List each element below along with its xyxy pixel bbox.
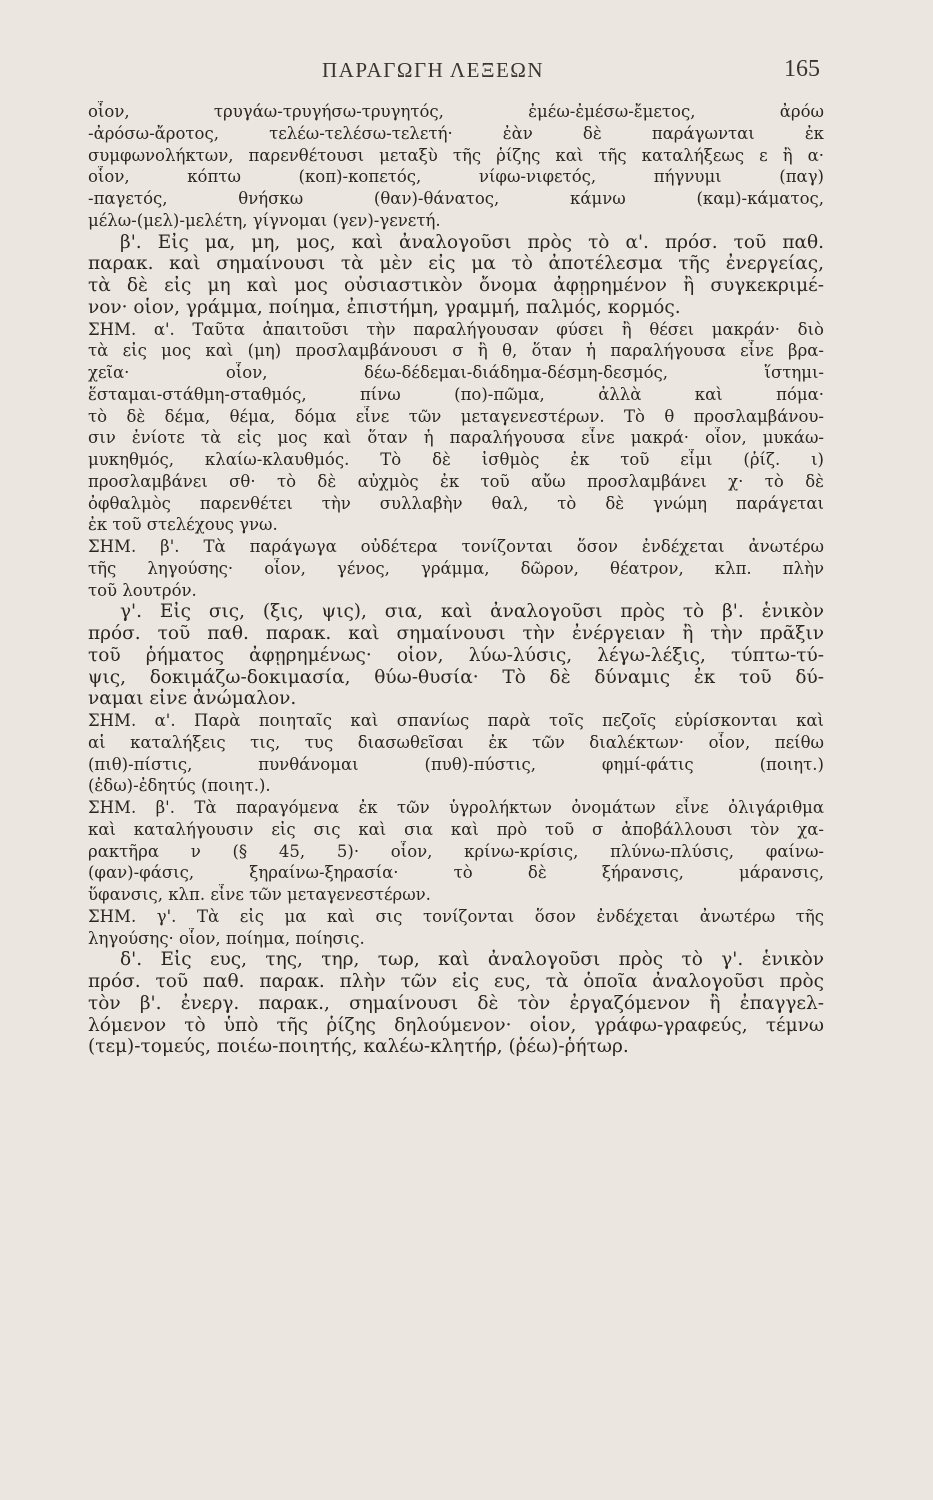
text-line: -ἀρόσω-ἄροτος, τελέω-τελέσω-τελετή· ἐὰν δὲ παράγωνται ἐκ	[88, 123, 824, 143]
page-header	[0, 58, 933, 98]
note-line: ΣΗΜ. β'. Τὰ παραγόμενα ἐκ τῶν ὑγρολήκτων ὀνομάτων εἶνε ὀλιγάριθμα	[88, 798, 824, 817]
text-line: ναμαι εἶνε ἀνώμαλον.	[88, 688, 297, 710]
note-line: (πιθ)-πίστις, πυνθάνομαι (πυθ)-πύστις, φημί-φάτις (ποιητ.)	[88, 754, 824, 774]
note-line: ΣΗΜ. α'. Ταῦτα ἀπαιτοῦσι τὴν παραλήγουσαν φύσει ἢ θέσει μακράν· διὸ	[88, 319, 824, 339]
note-line: ληγούσης· οἷον, ποίημα, ποίησις.	[88, 928, 365, 948]
text-line: οἶον, τρυγάω-τρυγήσω-τρυγητός, ἐμέω-ἐμέσω-ἔμετος, ἀρόω	[88, 102, 824, 121]
text-line: ψις, δοκιμάζω-δοκιμασία, θύω-θυσία· Τὸ δὲ δύναμις ἐκ τοῦ δύ-	[88, 666, 824, 688]
section-heading-gamma: γ'. Εἰς σις, (ξις, ψις), σια, καὶ ἀναλογοῦσι πρὸς τὸ β'. ἑνικὸν	[120, 601, 824, 623]
section-heading-beta: β'. Εἰς μα, μη, μος, καὶ ἀναλογοῦσι πρὸς τὸ α'. πρόσ. τοῦ παθ.	[120, 231, 824, 253]
note-line: μυκηθμός, κλαίω-κλαυθμός. Τὸ δὲ ἰσθμὸς ἐκ τοῦ εἶμι (ῥίζ. ι)	[88, 450, 824, 469]
note-line: ἐκ τοῦ στελέχους γνω.	[88, 515, 278, 535]
note-line: χεῖα· οἷον, δέω-δέδεμαι-διάδημα-δέσμη-δεσμός, ἵστημι-	[88, 363, 824, 382]
note-line: ΣΗΜ. α'. Παρὰ ποιηταῖς καὶ σπανίως παρὰ τοῖς πεζοῖς εὑρίσκονται καὶ	[88, 711, 824, 730]
text-line: τοῦ ῥήματος ἀφῃρημένως· οἷον, λύω-λύσις, λέγω-λέξις, τύπτω-τύ-	[88, 644, 824, 666]
note-line: (φαν)-φάσις, ξηραίνω-ξηρασία· τὸ δὲ ξήρανσις, μάρανσις,	[88, 863, 824, 883]
note-line: ΣΗΜ. γ'. Τὰ εἰς μα καὶ σις τονίζονται ὅσον ἐνδέχεται ἀνωτέρω τῆς	[88, 906, 824, 926]
note-line: ρακτῆρα ν (§ 45, 5)· οἷον, κρίνω-κρίσις, πλύνω-πλύσις, φαίνω-	[88, 841, 824, 861]
text-line: μέλω-(μελ)-μελέτη, γίγνομαι (γεν)-γενετή.	[88, 210, 441, 230]
note-line: ὀφθαλμὸς παρενθέτει τὴν συλλαβὴν θαλ, τὸ δὲ γνώμη παράγεται	[88, 493, 824, 513]
note-line: τὰ εἰς μος καὶ (μη) προσλαμβάνουσι σ ἢ θ, ὅταν ἡ παραλήγουσα εἶνε βρα-	[88, 341, 824, 361]
page-number: 165	[784, 56, 820, 82]
note-line: τῆς ληγούσης· οἷον, γένος, γράμμα, δῶρον, θέατρον, κλπ. πλὴν	[88, 558, 824, 578]
text-line: τὸν β'. ἐνεργ. παρακ., σημαίνουσι δὲ τὸν ἐργαζόμενον ἢ ἐπαγγελ-	[88, 992, 824, 1014]
text-line: -παγετός, θνήσκω (θαν)-θάνατος, κάμνω (καμ)-κάματος,	[88, 189, 824, 208]
note-line: ὕφανσις, κλπ. εἶνε τῶν μεταγενεστέρων.	[88, 885, 431, 904]
note-line: ἕσταμαι-στάθμη-σταθμός, πίνω (πο)-πῶμα, ἀλλὰ καὶ πόμα·	[88, 384, 824, 404]
text-line: οἷον, κόπτω (κοπ)-κοπετός, νίφω-νιφετός, πήγνυμι (παγ)	[88, 167, 824, 187]
text-line: (τεμ)-τομεύς, ποιέω-ποιητής, καλέω-κλητήρ, (ῥέω)-ῥήτωρ.	[88, 1036, 629, 1058]
note-line: προσλαμβάνει σθ· τὸ δὲ αὐχμὸς ἐκ τοῦ αὔω προσλαμβάνει χ· τὸ δὲ	[88, 471, 824, 491]
note-line: καὶ καταλήγουσιν εἰς σις καὶ σια καὶ πρὸ τοῦ σ ἀποβάλλουσι τὸν χα-	[88, 819, 824, 839]
note-line: αἱ καταλήξεις τις, τυς διασωθεῖσαι ἐκ τῶν διαλέκτων· οἷον, πείθω	[88, 732, 824, 752]
text-line: τὰ δὲ εἰς μη καὶ μος οὐσιαστικὸν ὄνομα ἀφῃρημένον ἢ συγκεκριμέ-	[88, 275, 824, 296]
text-line: πρόσ. τοῦ παθ. παρακ. πλὴν τῶν εἰς ευς, τὰ ὁποῖα ἀναλογοῦσι πρὸς	[88, 971, 824, 992]
running-title: ΠΑΡΑΓΩΓΗ ΛΕΞΕΩΝ	[322, 58, 545, 82]
text-line: πρόσ. τοῦ παθ. παρακ. καὶ σημαίνουσι τὴν ἐνέργειαν ἢ τὴν πρᾶξιν	[88, 623, 824, 644]
note-line: (ἐδω)-ἐδητύς (ποιητ.).	[88, 776, 271, 796]
text-line: συμφωνολήκτων, παρενθέτουσι μεταξὺ τῆς ῥίζης καὶ τῆς καταλήξεως ε ἢ α·	[88, 145, 824, 165]
text-line: παρακ. καὶ σημαίνουσι τὰ μὲν εἰς μα τὸ ἀποτέλεσμα τῆς ἐνεργείας,	[88, 253, 824, 275]
text-line: λόμενον τὸ ὑπὸ τῆς ῥίζης δηλούμενον· οἷον, γράφω-γραφεύς, τέμνω	[88, 1014, 824, 1036]
body-text	[88, 101, 824, 1058]
text-line: νον· οἷον, γράμμα, ποίημα, ἐπιστήμη, γραμμή, παλμός, κορμός.	[88, 296, 681, 318]
note-line: ΣΗΜ. β'. Τὰ παράγωγα οὐδέτερα τονίζονται ὅσον ἐνδέχεται ἀνωτέρω	[88, 537, 824, 556]
note-line: τοῦ λουτρόν.	[88, 580, 197, 600]
note-line: σιν ἐνίοτε τὰ εἰς μος καὶ ὅταν ἡ παραλήγουσα εἶνε μακρά· οἷον, μυκάω-	[88, 428, 824, 448]
note-line: τὸ δὲ δέμα, θέμα, δόμα εἶνε τῶν μεταγενεστέρων. Τὸ θ προσλαμβάνου-	[88, 406, 824, 426]
section-heading-delta: δ'. Εἰς ευς, της, τηρ, τωρ, καὶ ἀναλογοῦσι πρὸς τὸ γ'. ἑνικὸν	[120, 949, 824, 971]
